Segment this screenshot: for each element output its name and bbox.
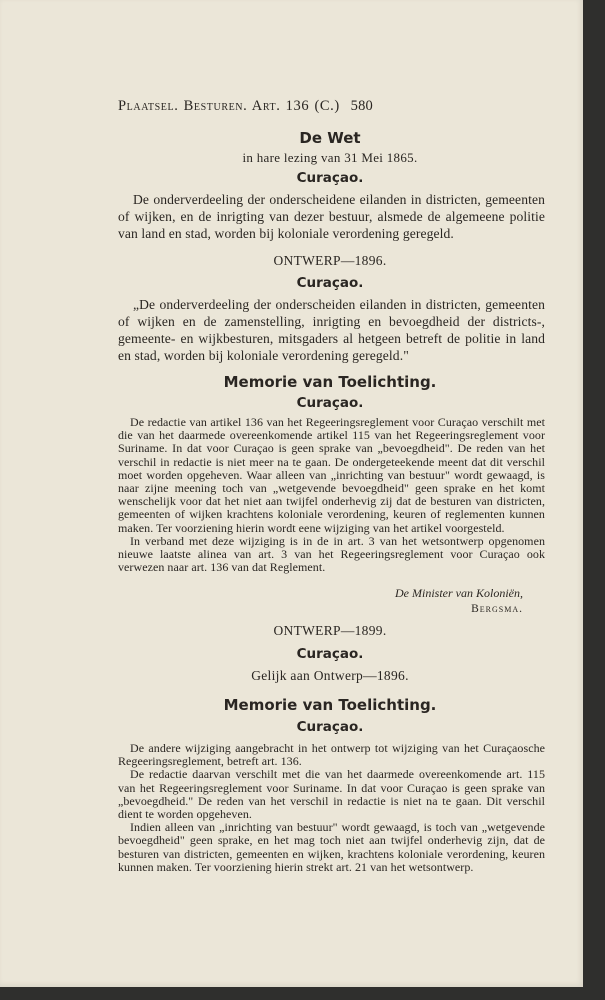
- wet-subtitle: in hare lezing van 31 Mei 1865.: [242, 150, 418, 165]
- wet-text: De onderverdeeling der onderscheidene eilanden in districten, gemeenten of wijken, en de inrigting van dezer bestuur, alsmede de algemeene politie van land en stad, worden bij koloniale verordening geregeld.: [118, 192, 545, 241]
- memorie-2-paragraph-1: De andere wijziging aangebracht in het ontwerp tot wijziging van het Curaçaosche Regeeringsreglement, betreft art. 136.: [118, 741, 545, 769]
- signature-title: De Minister van Koloniën,: [395, 586, 523, 600]
- ontwerp-1899-region: Curaçao.: [296, 646, 364, 662]
- running-head-section: Plaatsel. Besturen. Art. 136 (C.): [118, 98, 340, 114]
- memorie-1-paragraph-1: De redactie van artikel 136 van het Regeeringsreglement voor Curaçao verschilt met die van het daarmede overeenkomende artikel 115 van het Regeeringsreglement voor Suriname. In dat voor Curaçao is geen sprake van „bevoegdheid". De reden van het verschil in redactie is niet meer na te gaan. De ondergeteekende meent dat dit verschil moet worden opgeheven. Waar alleen van „inrichting van bestuur" wordt gewaagd, is naar zijne meening toch van „wetgevende bevoegdheid" geen sprake en het komt wenschelijk voor dat het niet aan twijfel onderhevig zij dat de besturen van districten, gemeenten of wijken krachtens koloniale verordening, keuren of reglementen kunnen maken. Ter voorziening hierin wordt eene wijziging van het artikel voorgesteld.: [118, 415, 545, 535]
- memorie-2-region: Curaçao.: [296, 719, 364, 735]
- page-number: 580: [350, 98, 373, 114]
- running-head: [118, 98, 373, 115]
- memorie-1-title: Memorie van Toelichting.: [223, 373, 437, 391]
- ontwerp-1899-text: Gelijk aan Ontwerp—1896.: [251, 668, 409, 683]
- ontwerp-1896-text: „De onderverdeeling der onderscheiden eilanden in districten, gemeenten of wijken en de zamenstelling, inrigting en bevoegdheid der districts-, gemeente- en wijkbesturen, mitsgaders al hetgeen betreft de politie in land en stad, worden bij koloniale verordening geregeld.": [118, 297, 545, 363]
- memorie-2-paragraph-3: Indien alleen van „inrichting van bestuur" wordt gewaagd, is toch van „wetgevende bevoegdheid" geen sprake, en het mag toch niet aan twijfel onderhevig zijn, dat de besturen van districten, gemeenten en wijken, krachtens koloniale verordening, keuren kunnen maken. Ter voorziening hierin strekt art. 21 van het wetsontwerp.: [118, 820, 545, 874]
- memorie-2-body: [118, 742, 545, 874]
- ontwerp-1896-title: ONTWERP—1896.: [273, 253, 387, 268]
- memorie-1-body: [118, 416, 545, 574]
- memorie-2-paragraph-2: De redactie daarvan verschilt met die van het daarmede overeenkomende art. 115 van het Regeeringsreglement voor Suriname. In dat voor Curaçao is geen sprake van „bevoegdheid." De reden van het verschil in redactie is niet na te gaan. Dit verschil dient te worden opgeheven.: [118, 767, 545, 822]
- ontwerp-1896-region: Curaçao.: [296, 275, 364, 291]
- memorie-1-paragraph-2: In verband met deze wijziging is in de in art. 3 van het wetsontwerp opgenomen nieuwe laatste alinea van art. 3 van het Regeeringsreglement voor Curaçao ook verwezen naar art. 136 van dat Reglement.: [118, 533, 545, 575]
- memorie-1-region: Curaçao.: [296, 395, 364, 411]
- signature-name: Bergsma.: [471, 603, 523, 615]
- signature-minister: [395, 586, 523, 615]
- wet-title: De Wet: [299, 129, 361, 147]
- wet-region: Curaçao.: [296, 170, 364, 186]
- ontwerp-1899-title: ONTWERP—1899.: [273, 623, 387, 638]
- memorie-2-title: Memorie van Toelichting.: [223, 696, 437, 714]
